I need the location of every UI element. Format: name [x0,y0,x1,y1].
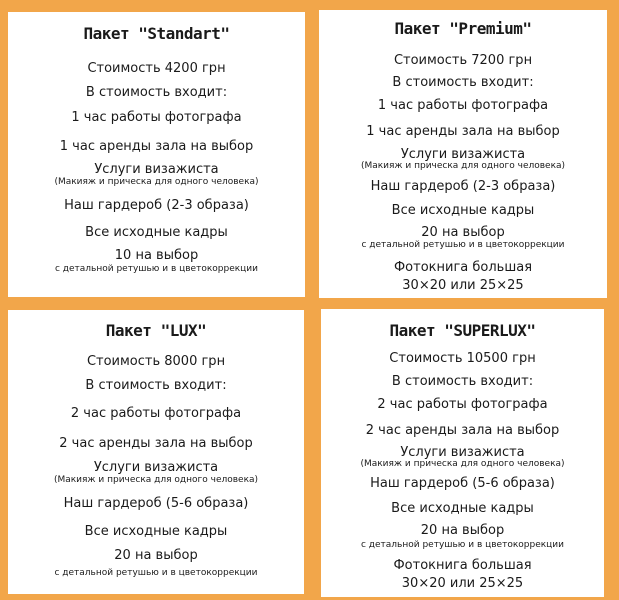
photographer-hours: 1 час работы фотографа [71,110,242,125]
source-frames: Все исходные кадры [391,203,535,218]
makeup-note: (Макияж и прическа для одного человека) [53,475,259,485]
package-price: Стоимость 8000 грн [86,354,226,369]
photographer-hours: 2 час работы фотографа [377,397,548,412]
makeup-note: (Макияж и прическа для одного человека) [54,177,259,187]
selection-count: 20 на выбор [420,523,505,538]
photographer-hours: 1 час работы фотографа [377,98,549,113]
photobook: Фотокнига большая [393,558,532,573]
makeup-note: (Макияж и прическа для одного человека) [360,161,566,171]
makeup-service: Услуги визажиста [94,162,219,177]
wardrobe: Наш гардероб (2-3 образа) [370,179,556,194]
package-price: Стоимость 7200 грн [393,53,533,68]
source-frames: Все исходные кадры [85,225,228,240]
package-card-standart [8,12,305,297]
package-card-lux [8,310,304,594]
retouch-note: с детальной ретушью и в цветокоррекции [361,240,565,250]
photobook-size: 30×20 или 25×25 [401,576,524,591]
retouch-note: с детальной ретушью и в цветокоррекции [54,568,258,578]
studio-rent: 2 час аренды зала на выбор [59,436,253,451]
package-title: Пакет "SUPERLUX" [389,321,536,340]
studio-rent: 1 час аренды зала на выбор [366,124,560,139]
makeup-note: (Макияж и прическа для одного человека) [360,459,565,469]
package-title: Пакет "LUX" [105,321,207,340]
photobook: Фотокнига большая [393,260,533,275]
includes-label: В стоимость входит: [391,374,534,389]
includes-label: В стоимость входит: [85,378,227,393]
makeup-service: Услуги визажиста [400,147,526,162]
includes-label: В стоимость входит: [392,75,534,90]
selection-count: 10 на выбор [114,248,199,263]
selection-count: 20 на выбор [114,548,198,563]
wardrobe: Наш гардероб (5-6 образа) [63,496,249,511]
selection-count: 20 на выбор [421,225,505,240]
wardrobe: Наш гардероб (2-3 образа) [64,198,249,213]
photobook-size: 30×20 или 25×25 [402,278,524,293]
makeup-service: Услуги визажиста [93,460,219,475]
makeup-service: Услуги визажиста [400,445,525,460]
package-price: Стоимость 4200 грн [87,61,226,76]
includes-label: В стоимость входит: [85,85,228,100]
photographer-hours: 2 час работы фотографа [70,406,242,421]
source-frames: Все исходные кадры [391,501,534,516]
wardrobe: Наш гардероб (5-6 образа) [370,476,555,491]
package-title: Пакет "Premium" [394,19,532,38]
retouch-note: с детальной ретушью и в цветокоррекции [360,540,565,550]
studio-rent: 2 час аренды зала на выбор [365,423,560,438]
package-title: Пакет "Standart" [83,24,230,43]
source-frames: Все исходные кадры [84,524,228,539]
retouch-note: с детальной ретушью и в цветокоррекции [54,264,259,274]
studio-rent: 1 час аренды зала на выбор [59,139,254,154]
package-card-premium [319,10,607,298]
package-card-superlux [321,309,604,597]
package-price: Стоимость 10500 грн [389,351,536,366]
